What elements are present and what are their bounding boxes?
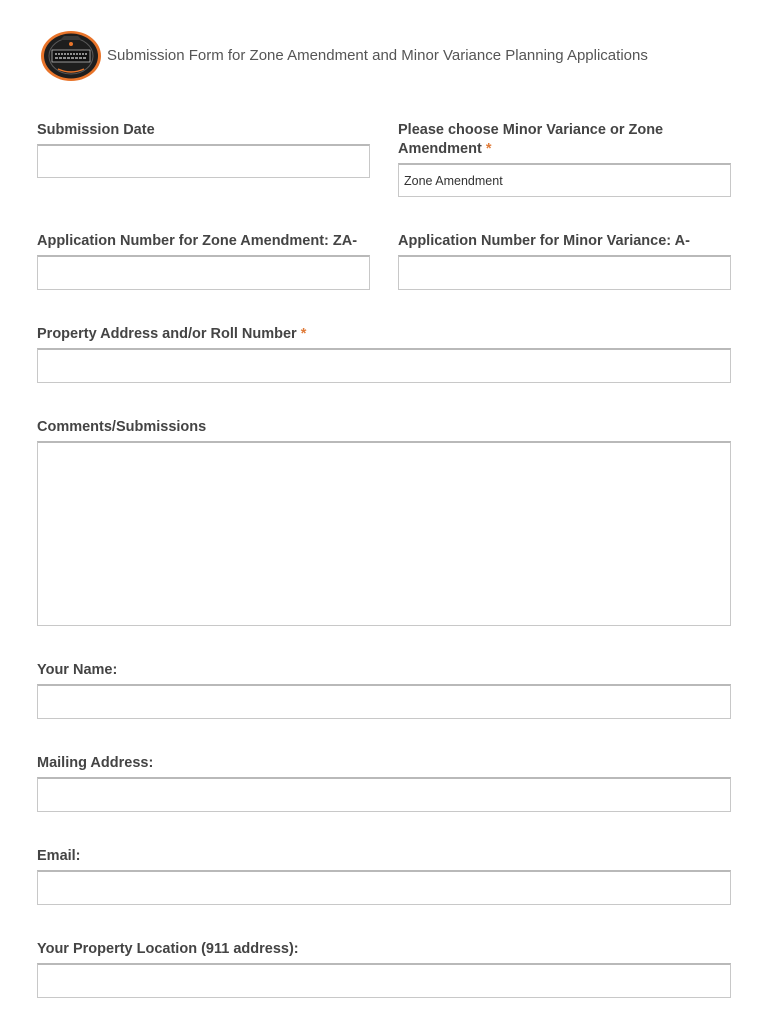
form-header: [40, 30, 740, 84]
property-address-input[interactable]: [37, 348, 731, 383]
mailing-address-label: [37, 754, 637, 773]
form-title: Submission Form for Zone Amendment and Minor Variance Planning Applications: [107, 47, 648, 64]
submission-date-label: [37, 121, 367, 140]
application-type-value: Zone Amendment: [404, 173, 503, 188]
mailing-address-label-text: Mailing Address:: [37, 755, 154, 771]
email-label-text: Email:: [37, 848, 81, 864]
property-label-text: Property Address and/or Roll Number: [37, 326, 297, 342]
mailing-address-input[interactable]: [37, 777, 731, 812]
name-input[interactable]: [37, 684, 731, 719]
property-location-label: [37, 940, 637, 959]
property-location-input[interactable]: [37, 963, 731, 998]
choice-label-text: Please choose Minor Variance or Zone Amendment: [398, 122, 664, 157]
za-number-input[interactable]: [37, 255, 370, 290]
za-number-label: [37, 232, 377, 251]
required-marker: *: [485, 141, 492, 157]
property-location-label-text: Your Property Location (911 address):: [37, 941, 299, 957]
name-label-text: Your Name:: [37, 662, 118, 678]
required-marker: *: [300, 326, 307, 342]
name-label: [37, 661, 637, 680]
submission-date-label-text: Submission Date: [37, 122, 155, 138]
comments-label-text: Comments/Submissions: [37, 419, 207, 435]
email-input[interactable]: [37, 870, 731, 905]
municipal-seal-icon: [40, 30, 102, 82]
choice-label: [398, 121, 698, 159]
comments-textarea[interactable]: [37, 441, 731, 626]
za-number-label-text: Application Number for Zone Amendment: ZA-: [37, 233, 358, 249]
comments-label: [37, 418, 637, 437]
property-label: [37, 325, 637, 344]
submission-date-input[interactable]: [37, 144, 370, 178]
a-number-label-text: Application Number for Minor Variance: A-: [398, 233, 690, 249]
a-number-label: [398, 232, 738, 251]
application-type-select[interactable]: [398, 163, 731, 197]
a-number-input[interactable]: [398, 255, 731, 290]
email-label: [37, 847, 637, 866]
